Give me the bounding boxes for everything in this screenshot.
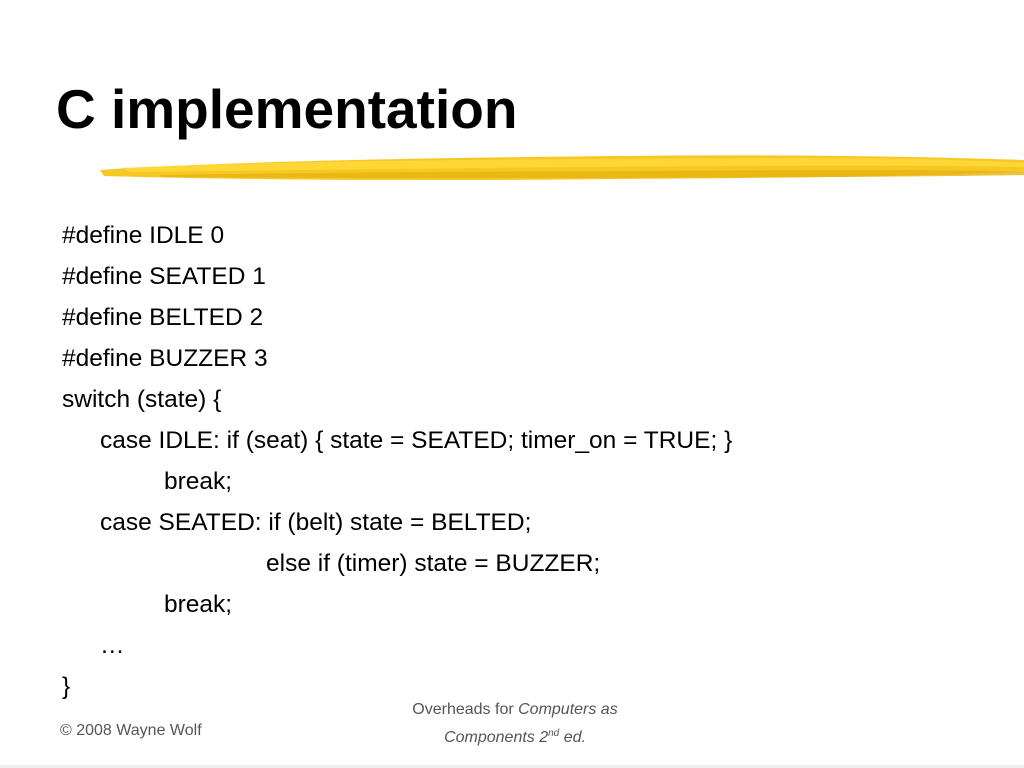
code-line: #define BUZZER 3 (62, 345, 268, 372)
code-line: break; (164, 468, 233, 495)
code-line: switch (state) { (62, 386, 222, 413)
footer-overheads-prefix: Overheads for (412, 701, 519, 718)
code-line: case IDLE: if (seat) { state = SEATED; timer_on = TRUE; } (100, 427, 733, 454)
title-underline-highlight (100, 148, 1024, 188)
code-line: break; (164, 591, 233, 618)
code-line: #define IDLE 0 (62, 222, 225, 249)
footer-edition-suffix: ed. (559, 729, 586, 746)
slide-title: C implementation (56, 78, 518, 140)
footer-book-title-part2: Components 2 (444, 729, 549, 746)
code-line: else if (timer) state = BUZZER; (266, 550, 601, 577)
footer-edition-superscript: nd (548, 728, 560, 739)
code-line: … (100, 632, 125, 659)
code-line: #define BELTED 2 (62, 304, 264, 331)
code-block (62, 215, 732, 707)
code-line: case SEATED: if (belt) state = BELTED; (100, 509, 532, 536)
footer-book-title-part1: Computers as (518, 701, 618, 718)
code-line: #define SEATED 1 (62, 263, 266, 290)
footer-copyright: © 2008 Wayne Wolf (60, 722, 202, 739)
footer-book-credit (360, 698, 670, 750)
code-line: } (62, 673, 71, 700)
